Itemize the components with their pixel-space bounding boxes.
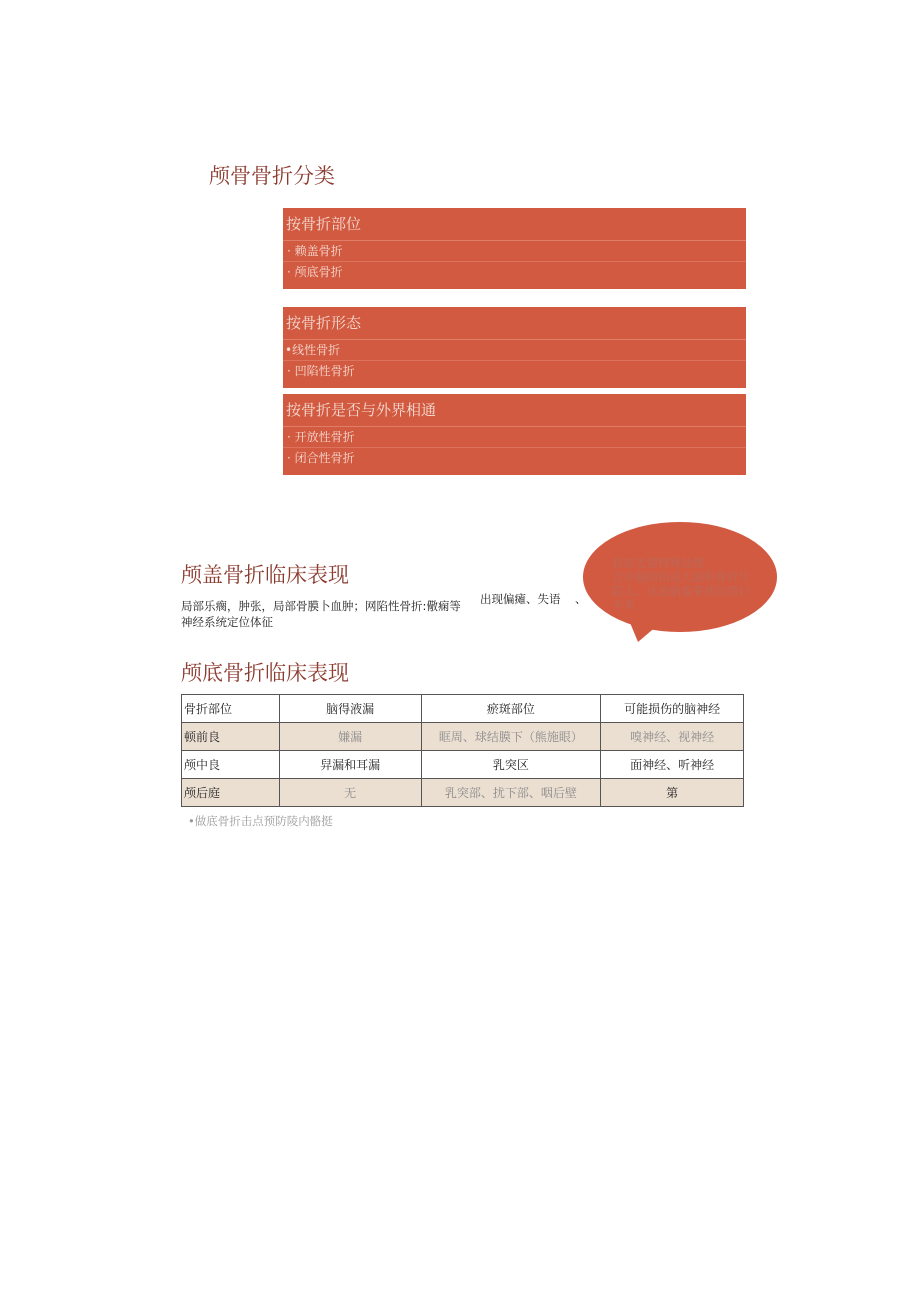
group-heading: 按骨折是否与外界相通: [283, 394, 746, 427]
table-cell: 嫌漏: [279, 723, 421, 751]
vault-side-mark: 、: [575, 592, 587, 606]
header-cell: 骨折部位: [182, 695, 280, 723]
group-heading: 按骨折部位: [283, 208, 746, 241]
group-item: · 闭合性骨折: [287, 451, 355, 465]
bubble-line: 合并脑损伤或大面积骨折片: [612, 570, 750, 584]
base-title: 颅底骨折临床表现: [181, 661, 349, 685]
bubble-line: 陷入、压迫脑重要部位需行: [612, 584, 750, 598]
table-cell: 乳突区: [421, 751, 601, 779]
table-cell: 舁漏和耳漏: [279, 751, 421, 779]
bubble-text: [612, 556, 772, 612]
table-cell: 第: [601, 779, 744, 807]
bubble-line: 轻症无需特殊处理: [612, 556, 704, 570]
group-item: · 凹陷性骨折: [287, 364, 355, 378]
speech-bubble: [578, 521, 778, 645]
base-fracture-table: [181, 694, 744, 807]
table-cell: 颅中良: [182, 751, 280, 779]
header-cell: 瘀斑部位: [421, 695, 601, 723]
table-cell: 无: [279, 779, 421, 807]
vault-title: 颅盖骨折临床表现: [181, 563, 349, 587]
vault-line-2: 神经系统定位体征: [181, 615, 273, 629]
table-cell: 面神经、听神经: [601, 751, 744, 779]
table-row: [182, 723, 744, 751]
vault-description: [181, 598, 461, 630]
table-cell: 乳突部、扰下部、咽后壁: [421, 779, 601, 807]
header-cell: 可能损伤的脑神经: [601, 695, 744, 723]
group-by-shape: [283, 307, 746, 388]
table-cell: 颅后庭: [182, 779, 280, 807]
group-item: · 赖盖骨折: [283, 241, 746, 262]
bubble-line: 手术: [612, 598, 635, 612]
base-note: •做底骨折击点预防陵内骼挺: [188, 814, 333, 828]
vault-line-1: 局部乐瘸，肿张，局部骨膜卜血肿；网陷性骨折:儆痫等: [181, 599, 461, 613]
group-item: •线性骨折: [283, 340, 746, 361]
group-item: · 颅底骨折: [287, 265, 343, 279]
classification-title: 颅骨骨折分类: [209, 164, 335, 188]
table-row: [182, 751, 744, 779]
vault-side-text: 出现偏瘫、失语: [480, 592, 561, 606]
group-by-exposure: [283, 394, 746, 475]
table-row: [182, 779, 744, 807]
group-item: · 开放性骨折: [283, 427, 746, 448]
group-by-location: [283, 208, 746, 289]
header-cell: 脑得液漏: [279, 695, 421, 723]
table-cell: 嗅神经、视神经: [601, 723, 744, 751]
table-header-row: [182, 695, 744, 723]
group-heading: 按骨折形态: [283, 307, 746, 340]
table-cell: 顿前良: [182, 723, 280, 751]
table-cell: 眶周、球结膜下（熊施眼）: [421, 723, 601, 751]
